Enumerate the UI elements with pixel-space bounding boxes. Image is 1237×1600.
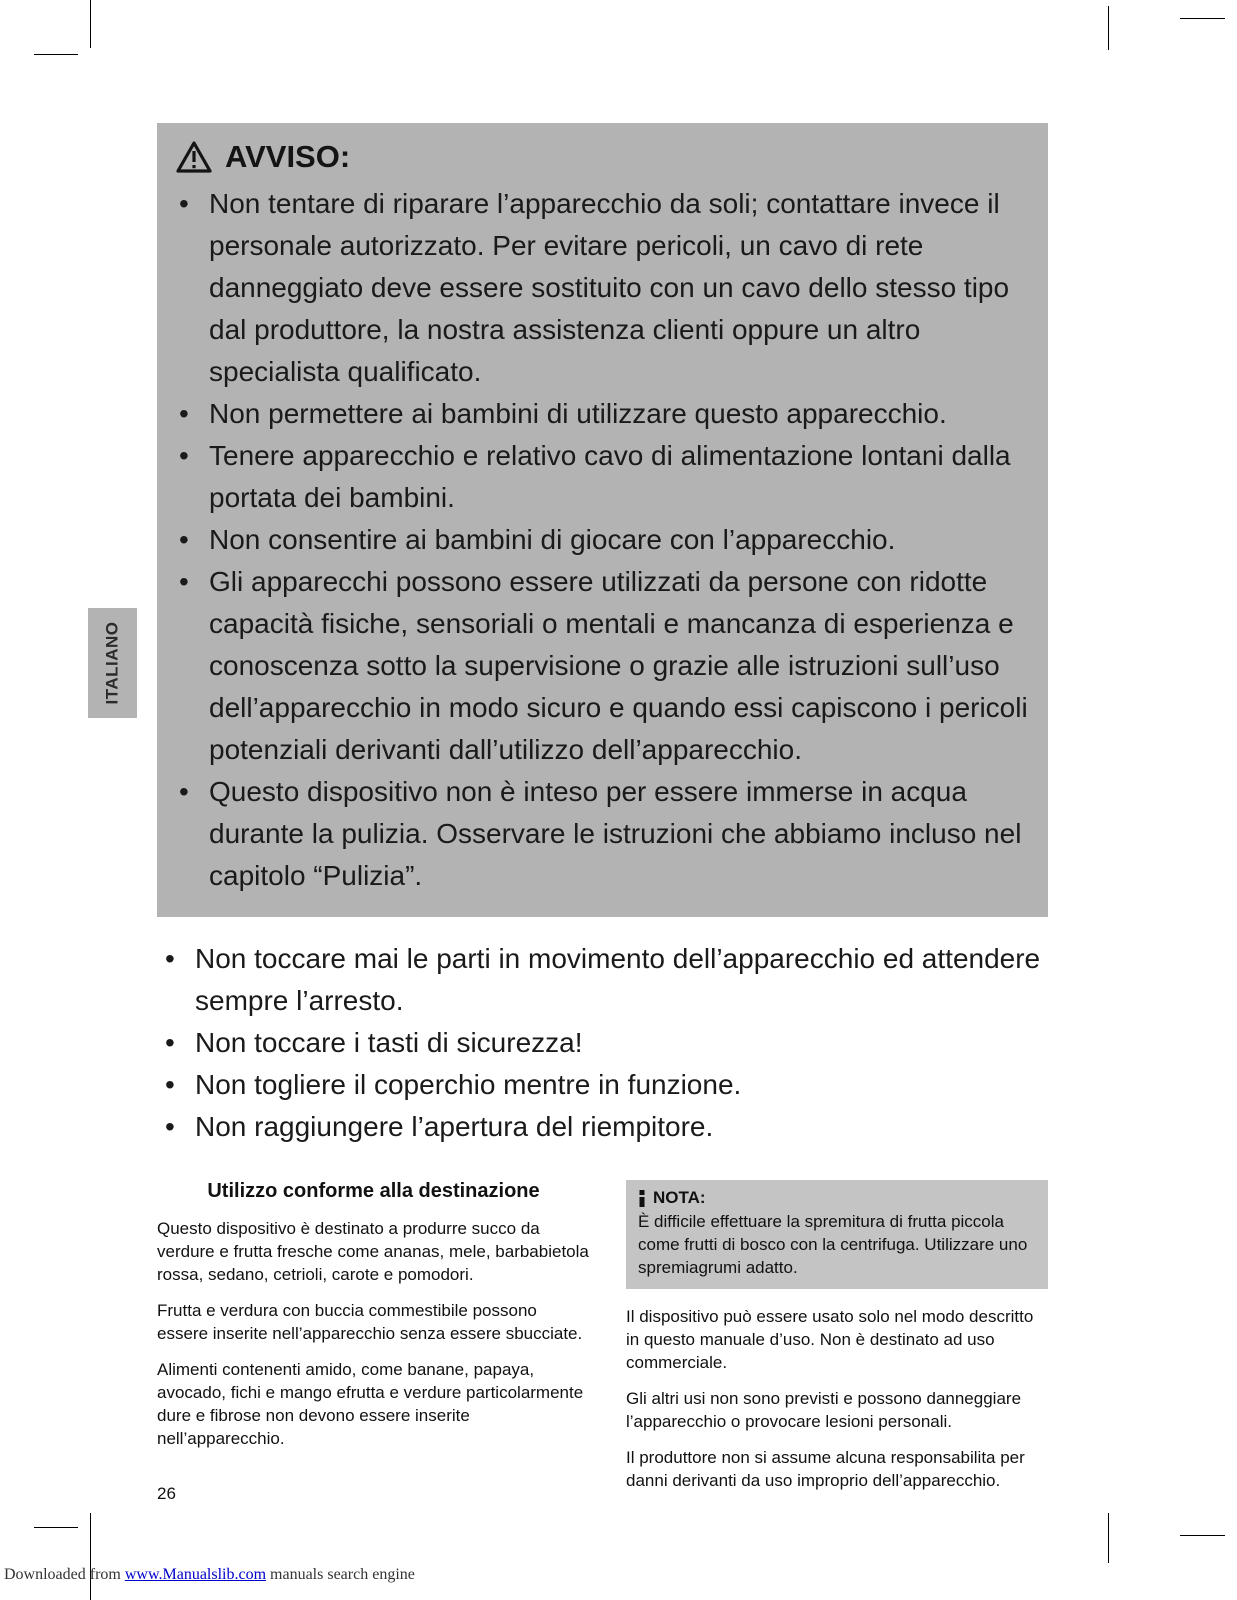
lower-section — [157, 1180, 1048, 1505]
warning-title: AVVISO: — [225, 139, 351, 174]
note-box — [626, 1180, 1048, 1289]
note-title-row — [638, 1188, 1036, 1208]
extra-warning-item: • Non raggiungere l’apertura del riempitore. — [157, 1106, 1059, 1148]
extra-warning-item: • Non toccare i tasti di sicurezza! — [157, 1022, 1059, 1064]
language-tab — [88, 608, 137, 718]
warning-item: • Gli apparecchi possono essere utilizzati da persone con ridotte capacità fisiche, sensoriali o mentali e mancanza di esperienza e conoscenza sotto la supervisione o grazie alle istruzioni sull’uso dell’apparecchio in modo sicuro e quando essi capiscono i pericoli potenziali derivanti dall’utilizzo dell’apparecchio. — [171, 561, 1028, 771]
crop-mark — [1180, 1535, 1225, 1536]
intended-use-paragraph: Alimenti contenenti amido, come banane, papaya, avocado, fichi e mango efrutta e verdure particolarmente dure e fibrose non devono essere inserite nell’apparecchio. — [157, 1360, 584, 1448]
warning-triangle-icon — [175, 140, 213, 174]
crop-mark — [34, 54, 78, 55]
usage-paragraph: Gli altri usi non sono previsti e possono danneggiare l’apparecchio o provocare lesioni personali. — [626, 1389, 1022, 1431]
extra-warning-item: • Non toccare mai le parti in movimento dell’apparecchio ed attendere sempre l’arresto. — [157, 938, 1059, 1022]
intended-use-heading: Utilizzo conforme alla destinazione — [207, 1180, 540, 1202]
warning-item: • Questo dispositivo non è inteso per essere immerse in acqua durante la pulizia. Osservare le istruzioni che abbiamo incluso nel capitolo “Pulizia”. — [171, 771, 1028, 897]
info-icon — [638, 1190, 646, 1207]
crop-mark — [1180, 18, 1225, 19]
note-text: È difficile effettuare la spremitura di frutta piccola come frutti di bosco con la centrifuga. Utilizzare uno spremiagrumi adatto. — [638, 1212, 1028, 1277]
intended-use-column — [157, 1180, 590, 1505]
warning-title-row — [175, 139, 1028, 175]
page-number: 26 — [157, 1484, 176, 1503]
note-title: NOTA: — [653, 1188, 706, 1207]
footer-suffix: manuals search engine — [266, 1566, 415, 1583]
crop-mark — [90, 0, 91, 48]
footer-prefix: Downloaded from — [4, 1566, 125, 1583]
intended-use-paragraph: Frutta e verdura con buccia commestibile possono essere inserite nell’apparecchio senza essere sbucciate. — [157, 1301, 583, 1343]
crop-mark — [1108, 6, 1109, 50]
warning-item: • Non tentare di riparare l’apparecchio da soli; contattare invece il personale autorizzato. Per evitare pericoli, un cavo di rete danneggiato deve essere sostituito con un cavo dello stesso tipo dal produttore, la nostra assistenza clienti oppure un altro specialista qualificato. — [171, 183, 1028, 393]
warning-item: • Non permettere ai bambini di utilizzare questo apparecchio. — [171, 393, 1028, 435]
crop-mark — [1108, 1513, 1109, 1563]
warning-box — [157, 123, 1048, 917]
usage-paragraph: Il produttore non si assume alcuna responsabilita per danni derivanti da uso improprio dell’apparecchio. — [626, 1448, 1025, 1490]
warning-item: • Non consentire ai bambini di giocare con l’apparecchio. — [171, 519, 1028, 561]
extra-warnings — [157, 938, 1059, 1148]
intended-use-paragraph: Questo dispositivo è destinato a produrre succo da verdure e frutta fresche come ananas, mele, barbabietola rossa, sedano, cetrioli, carote e pomodori. — [157, 1219, 589, 1284]
crop-mark — [34, 1527, 78, 1528]
extra-warning-item: • Non togliere il coperchio mentre in funzione. — [157, 1064, 1059, 1106]
language-tab-label: ITALIANO — [102, 621, 122, 705]
note-column — [626, 1180, 1048, 1505]
usage-paragraph: Il dispositivo può essere usato solo nel modo descritto in questo manuale d’uso. Non è destinato ad uso commerciale. — [626, 1307, 1034, 1372]
warning-item: • Tenere apparecchio e relativo cavo di alimentazione lontani dalla portata dei bambini. — [171, 435, 1028, 519]
crop-mark — [90, 1513, 91, 1600]
footer — [4, 1566, 415, 1584]
footer-link[interactable]: www.Manualslib.com — [124, 1566, 267, 1583]
